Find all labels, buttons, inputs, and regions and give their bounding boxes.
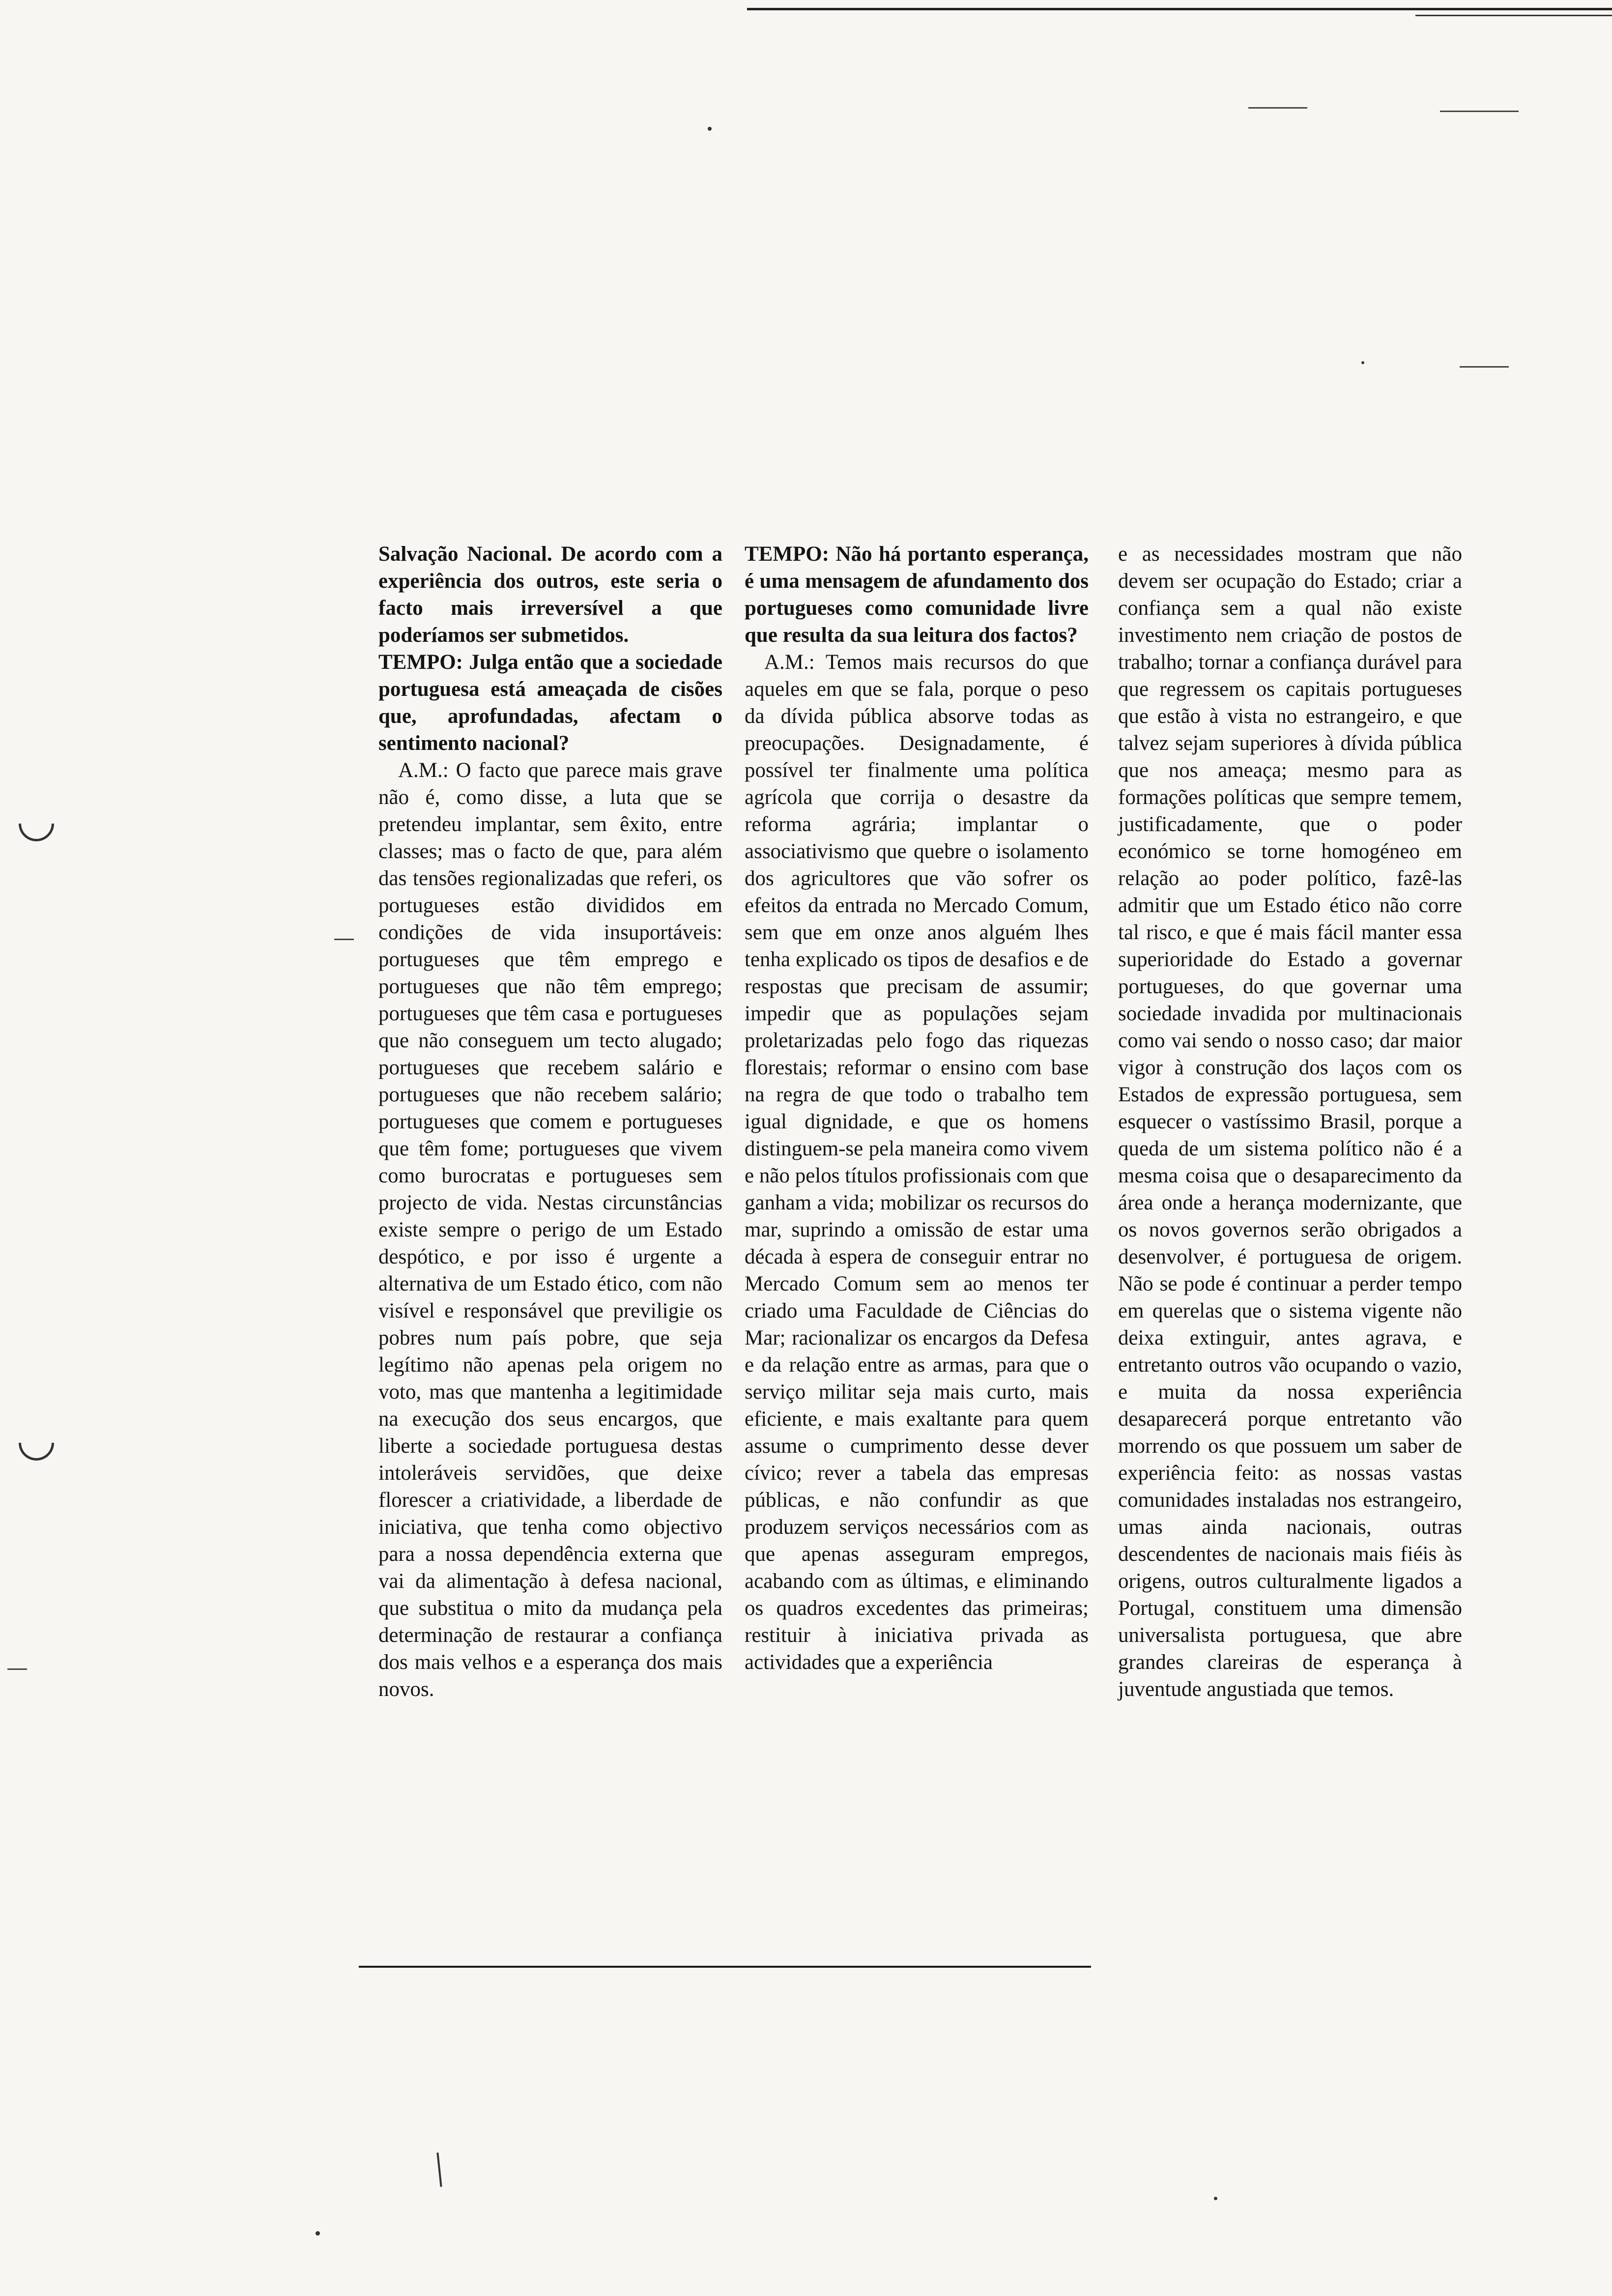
- scan-speck: [1361, 361, 1364, 364]
- punch-hole-mark: [11, 1418, 61, 1468]
- top-edge-rule-secondary: [1415, 15, 1612, 16]
- scan-speck: [1214, 2197, 1217, 2200]
- scan-dash: [1460, 366, 1509, 368]
- article-body: [378, 541, 1462, 2094]
- scan-dash: [7, 1668, 27, 1670]
- scan-dash: [1248, 107, 1307, 109]
- scan-stroke: [436, 2152, 442, 2187]
- punch-hole-mark: [11, 799, 61, 849]
- article-column-3: [1118, 541, 1462, 1703]
- article-column-2: [745, 541, 1089, 1676]
- scan-dash: [1440, 111, 1519, 112]
- interview-answer: A.M.: O facto que parece mais grave não é, como disse, a luta que se pretendeu implantar, sem êxito, entre classes; mas o facto de que, para além das tensões regionalizadas que referi, os portugueses estão divididos em condições de vida insuportáveis: portugueses que têm emprego e portugueses que não têm emprego; portugueses que têm casa e portugueses que não conseguem um tecto alugado; portugueses que recebem salário e portugueses que não recebem salário; portugueses que comem e portugueses que têm fome; portugueses que vivem como burocratas e portugueses sem projecto de vida. Nestas circunstâncias existe sempre o perigo de um Estado despótico, e por isso é urgente a alternativa de um Estado ético, com não visível e responsável que previligie os pobres num país pobre, que seja legítimo não apenas pela origem no voto, mas que mantenha a legitimidade na execução dos seus encargos, que liberte a sociedade portuguesa destas intoleráveis servidões, que deixe florescer a criatividade, a liberdade de iniciativa, que tenha como objectivo para a nossa dependência externa que vai da alimentação à defesa nacional, que substitua o mito da mudança pela determinação de restaurar a confiança dos mais velhos e a esperança dos mais novos.: [378, 759, 722, 1701]
- article-end-rule: [359, 1966, 1091, 1968]
- interview-question: TEMPO: Julga então que a sociedade portuguesa está ameaçada de cisões que, aprofundadas, afectam o sentimento nacional?: [378, 651, 722, 755]
- scan-speck: [316, 2231, 320, 2236]
- article-paragraph: Salvação Nacional. De acordo com a experiência dos outros, este seria o facto mais irreversível a que poderíamos ser submetidos.: [378, 543, 722, 647]
- scan-speck: [708, 127, 712, 131]
- interview-answer: A.M.: Temos mais recursos do que aqueles em que se fala, porque o peso da dívida pública absorve todas as preocupações. Designadamente, é possível ter finalmente uma política agrícola que corrija o desastre da reforma agrária; implantar o associativismo que quebre o isolamento dos agricultores que vão sofrer os efeitos da entrada no Mercado Comum, sem que em onze anos alguém lhes tenha explicado os tipos de desafios e de respostas que precisam de assumir; impedir que as populações sejam proletarizadas pelo fogo das riquezas florestais; reformar o ensino com base na regra de que todo o trabalho tem igual dignidade, e que os homens distinguem-se pela maneira como vivem e não pelos títulos profissionais com que ganham a vida; mobilizar os recursos do mar, suprindo a omissão de estar uma década à espera de conseguir entrar no Mercado Comum sem ao menos ter criado uma Faculdade de Ciências do Mar; racionalizar os encargos da Defesa e da relação entre as armas, para que o serviço militar seja mais curto, mais eficiente, e mais exaltante para quem assume o cumprimento desse dever cívico; rever a tabela das empresas públicas, e não confundir as que produzem serviços necessários com as que apenas asseguram empregos, acabando com as últimas, e eliminando os quadros excedentes das primeiras; restituir à iniciativa privada as actividades que a experiência: [745, 651, 1089, 1674]
- interview-answer-continued: e as necessidades mostram que não devem ser ocupação do Estado; criar a confiança sem a qual não existe investimento nem criação de postos de trabalho; tornar a confiança durável para que regressem os capitais portugueses que estão à vista no estrangeiro, e que talvez sejam superiores à dívida pública que nos ameaça; mesmo para as formações políticas que sempre temem, justificadamente, que o poder económico se torne homogéneo em relação ao poder político, fazê-las admitir que um Estado ético não corre tal risco, e que é mais fácil manter essa superioridade do Estado a governar portugueses, do que governar uma sociedade invadida por multinacionais como vai sendo o nosso caso; dar maior vigor à construção dos laços com os Estados de expressão portuguesa, sem esquecer o vastíssimo Brasil, porque a queda de um sistema político não é a mesma coisa que o desaparecimento da área onde a herança modernizante, que os novos governos serão obrigados a desenvolver, é portuguesa de origem. Não se pode é continuar a perder tempo em querelas que o sistema vigente não deixa extinguir, antes agrava, e entretanto outros vão ocupando o vazio, e muita da nossa experiência desaparecerá porque entretanto vão morrendo os que possuem um saber de experiência feito: as nossas vastas comunidades instaladas nos estrangeiro, umas ainda nacionais, outras descendentes de nacionais mais fiéis às origens, outros culturalmente ligados a Portugal, constituem uma dimensão universalista portuguesa, que abre grandes clareiras de esperança à juventude angustiada que temos.: [1118, 543, 1462, 1701]
- interview-question: TEMPO: Não há portanto esperança, é uma mensagem de afundamento dos portugueses como comunidade livre que resulta da sua leitura dos factos?: [745, 543, 1089, 647]
- top-edge-rule: [747, 8, 1612, 10]
- scan-dash: [334, 939, 354, 940]
- article-column-1: [378, 541, 722, 1703]
